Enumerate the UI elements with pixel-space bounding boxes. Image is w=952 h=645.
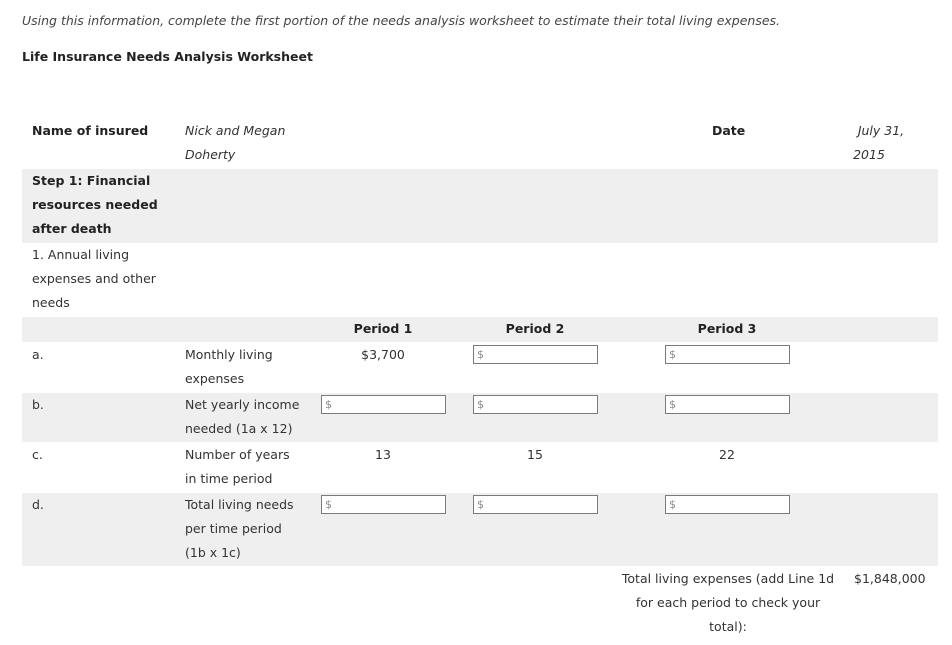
row-c-period2-value: 15 [527,447,543,462]
row-c-label-line2: in time period [185,471,273,486]
period2-header: Period 2 [505,321,565,336]
dollar-sign-icon: $ [325,498,332,511]
row-d-label-line2: per time period [185,521,282,536]
dollar-sign-icon: $ [325,398,332,411]
row-b-letter: b. [32,397,44,412]
row-c-letter: c. [32,447,43,462]
worksheet-title: Life Insurance Needs Analysis Worksheet [22,49,313,64]
date-line1: July 31, [857,123,905,138]
row-d-period3-input[interactable] [680,497,789,512]
dollar-sign-icon: $ [477,498,484,511]
dollar-sign-icon: $ [477,348,484,361]
row-b-period2-input-box[interactable] [473,395,598,414]
dollar-sign-icon: $ [669,498,676,511]
section1-line2: expenses and other [32,271,156,286]
row-d-label-line1: Total living needs [185,497,294,512]
step1-band [22,169,938,243]
total-label-line1: Total living expenses (add Line 1d [621,571,835,586]
date-label: Date [712,123,746,138]
row-c-period1-value: 13 [375,447,391,462]
row-b-label-line2: needed (1a x 12) [185,421,293,436]
row-d-letter: d. [32,497,44,512]
section1-line3: needs [32,295,70,310]
row-a-letter: a. [32,347,44,362]
row-d-period2-input[interactable] [488,497,597,512]
total-label-line3: total): [709,619,747,634]
dollar-sign-icon: $ [669,348,676,361]
period3-header: Period 3 [697,321,757,336]
row-d-period1-input[interactable] [336,497,445,512]
row-d-period3-input-box[interactable] [665,495,790,514]
step1-line2: resources needed [32,197,158,212]
insured-name-line1: Nick and Megan [185,123,286,138]
date-line2: 2015 [853,147,885,162]
section1-line1: 1. Annual living [32,247,129,262]
instructions-text: Using this information, complete the first portion of the needs analysis worksheet to estimate their total living expenses. [22,13,781,28]
row-b-period1-input-box[interactable] [321,395,446,414]
row-a-label-line2: expenses [185,371,245,386]
row-b-period3-input[interactable] [680,397,789,412]
dollar-sign-icon: $ [669,398,676,411]
row-a-period3-input[interactable] [680,347,789,362]
step1-line3: after death [32,221,112,236]
row-a-period2-input-box[interactable] [473,345,598,364]
row-a-period3-input-box[interactable] [665,345,790,364]
period1-header: Period 1 [353,321,413,336]
row-c-period3-value: 22 [719,447,735,462]
row-d-period1-input-box[interactable] [321,495,446,514]
row-d-label-line3: (1b x 1c) [185,545,241,560]
row-b-label-line1: Net yearly income [185,397,300,412]
total-label-line2: for each period to check your [635,595,821,610]
row-a-period1-value: $3,700 [361,347,405,362]
name-of-insured-label: Name of insured [32,123,149,138]
row-b-period1-input[interactable] [336,397,445,412]
row-a-period2-input[interactable] [488,347,597,362]
row-d-period2-input-box[interactable] [473,495,598,514]
dollar-sign-icon: $ [477,398,484,411]
row-a-label-line1: Monthly living [185,347,273,362]
insured-name-line2: Doherty [185,147,236,162]
step1-line1: Step 1: Financial [32,173,151,188]
row-b-period2-input[interactable] [488,397,597,412]
total-value: $1,848,000 [854,571,926,586]
row-b-period3-input-box[interactable] [665,395,790,414]
row-c-label-line1: Number of years [185,447,290,462]
